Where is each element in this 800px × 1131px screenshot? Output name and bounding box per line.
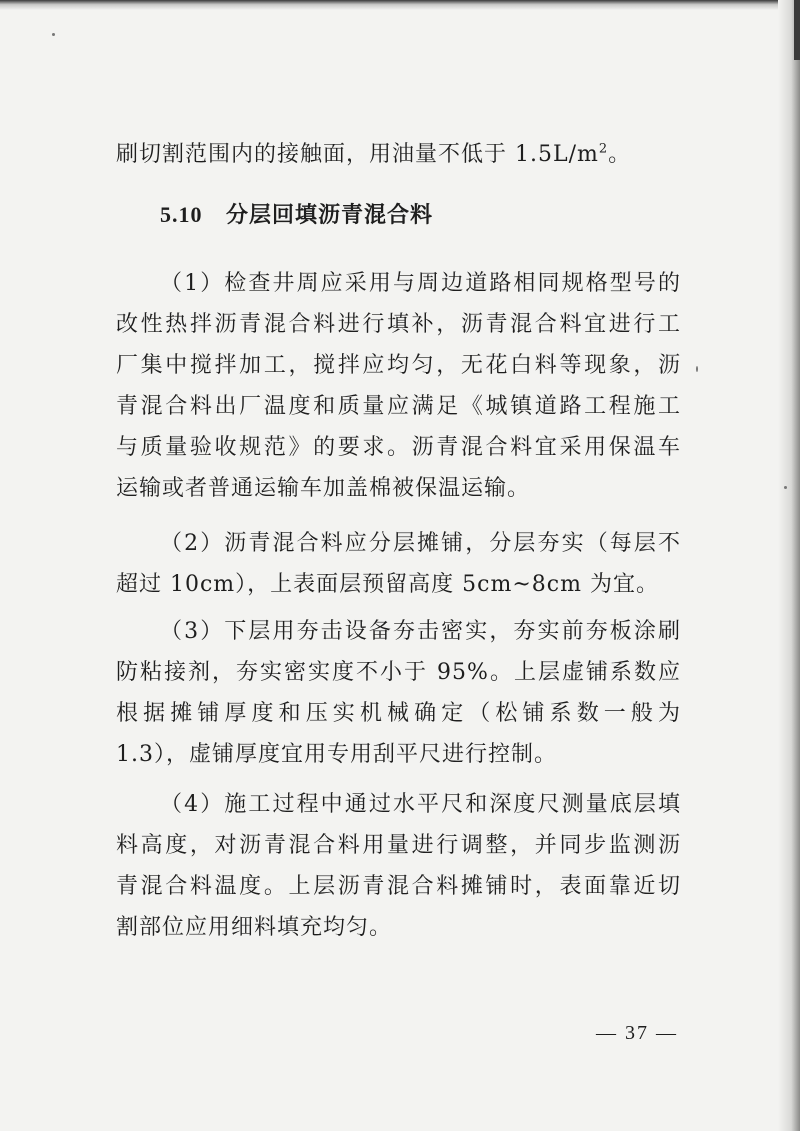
paragraph-line: 运输或者普通运输车加盖棉被保温运输。 xyxy=(116,476,531,501)
paragraph-line: 根据摊铺厚度和压实机械确定（松铺系数一般为 xyxy=(116,701,681,726)
scan-speck xyxy=(52,33,55,36)
section-title: 分层回填沥青混合料 xyxy=(226,203,434,228)
intro-paragraph xyxy=(116,134,681,175)
paragraph-line: （2）沥青混合料应分层摊铺，分层夯实（每层不 xyxy=(160,531,681,556)
paragraph-line: 料高度，对沥青混合料用量进行调整，并同步监测沥 xyxy=(116,833,681,858)
paragraph-3 xyxy=(116,611,681,775)
paragraph-line: 防粘接剂，夯实密实度不小于 95%。上层虚铺系数应 xyxy=(116,660,681,685)
paragraph-line: 1.3），虚铺厚度宜用专用刮平尺进行控制。 xyxy=(116,742,557,767)
paragraph-line: 超过 10cm），上表面层预留高度 5cm~8cm 为宜。 xyxy=(116,572,659,597)
paragraph-4 xyxy=(116,784,681,948)
paragraph-2 xyxy=(116,523,681,605)
paragraph-1 xyxy=(116,263,681,509)
paragraph-line: 青混合料出厂温度和质量应满足《城镇道路工程施工 xyxy=(116,394,681,419)
scan-speck xyxy=(784,486,787,489)
paragraph-line: （4）施工过程中通过水平尺和深度尺测量底层填 xyxy=(160,792,681,817)
paragraph-line: 青混合料温度。上层沥青混合料摊铺时，表面靠近切 xyxy=(116,874,681,899)
page-number: — 37 — xyxy=(596,1022,678,1044)
paragraph-line: （1）检查井周应采用与周边道路相同规格型号的 xyxy=(160,271,681,296)
paragraph-line: 与质量验收规范》的要求。沥青混合料宜采用保温车 xyxy=(116,435,681,460)
paragraph-line: 改性热拌沥青混合料进行填补，沥青混合料宜进行工 xyxy=(116,312,681,337)
paragraph-line: 割部位应用细料填充均匀。 xyxy=(116,915,393,940)
scan-top-edge xyxy=(0,0,800,10)
scan-right-edge xyxy=(778,0,800,1131)
intro-line xyxy=(116,134,681,175)
paragraph-line: 厂集中搅拌加工，搅拌应均匀，无花白料等现象，沥 xyxy=(116,353,681,378)
scan-speck xyxy=(696,366,698,372)
section-heading xyxy=(160,198,433,229)
intro-superscript: 2 xyxy=(598,141,609,157)
intro-text: 刷切割范围内的接触面，用油量不低于 1.5L/m xyxy=(116,142,599,167)
intro-end: 。 xyxy=(608,142,632,167)
paragraph-line: （3）下层用夯击设备夯击密实，夯实前夯板涂刷 xyxy=(160,619,681,644)
section-number: 5.10 xyxy=(160,202,203,227)
scan-corner-shadow xyxy=(794,0,800,60)
